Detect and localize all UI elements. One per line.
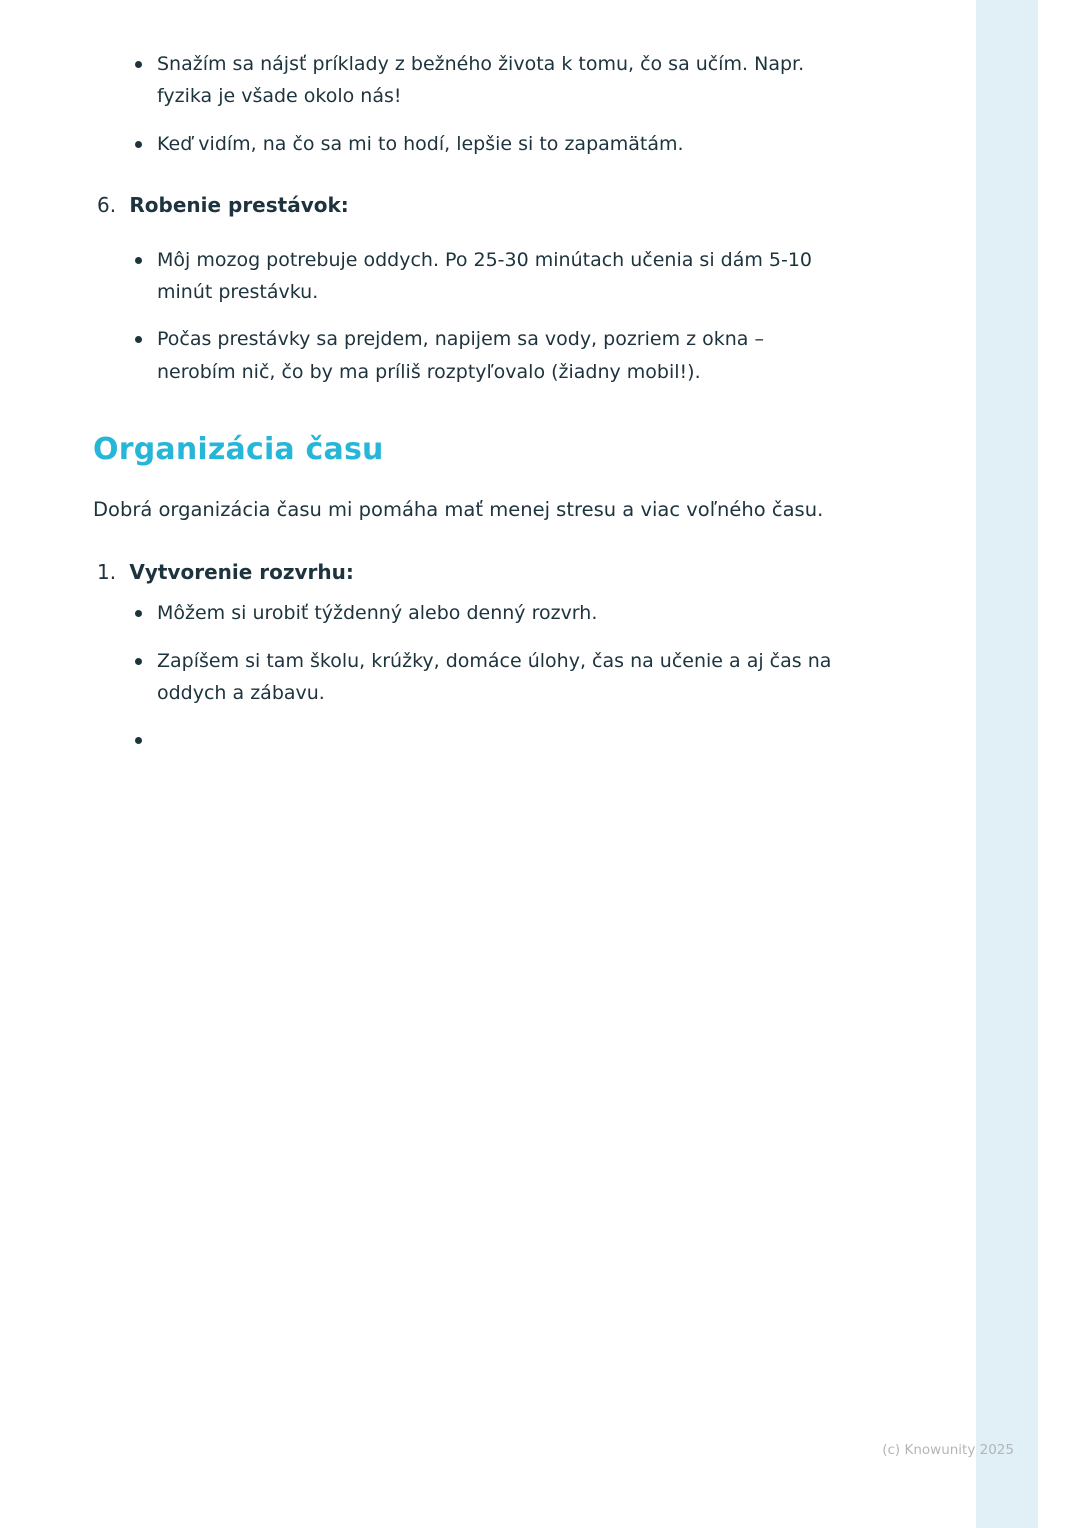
item-title: Robenie prestávok: [129,192,349,217]
numbered-item-1 [97,557,833,587]
list-item: Keď vidím, na čo sa mi to hodí, lepšie si to zapamätám. [93,128,833,160]
list-item: Môžem si urobiť týždenný alebo denný rozvrh. [93,597,833,629]
list-item: Počas prestávky sa prejdem, napijem sa vody, pozriem z okna – nerobím nič, čo by ma príliš rozptyľovalo (žiadny mobil!). [93,323,833,388]
list-item: Môj mozog potrebuje oddych. Po 25-30 minútach učenia si dám 5-10 minút prestávku. [93,244,833,309]
list-item-empty [93,724,833,756]
bullet-list-examples [93,48,833,160]
page-edge-stripe [976,0,1038,1528]
section-intro-paragraph: Dobrá organizácia času mi pomáha mať menej stresu a viac voľného času. [93,498,824,522]
numbered-item-6 [97,190,833,220]
document-content [93,48,833,771]
item-title: Vytvorenie rozvrhu: [129,560,354,585]
section-heading: Organizácia času [93,432,384,468]
footer-credit: (c) Knowunity 2025 [882,1442,1014,1458]
item-number: 1. [97,560,117,585]
item-number: 6. [97,192,117,217]
bullet-list-schedule [93,597,833,756]
list-item: Snažím sa nájsť príklady z bežného života k tomu, čo sa učím. Napr. fyzika je všade okolo nás! [93,48,833,113]
list-item: Zapíšem si tam školu, krúžky, domáce úlohy, čas na učenie a aj čas na oddych a zábavu. [93,645,833,710]
bullet-list-breaks [93,244,833,388]
